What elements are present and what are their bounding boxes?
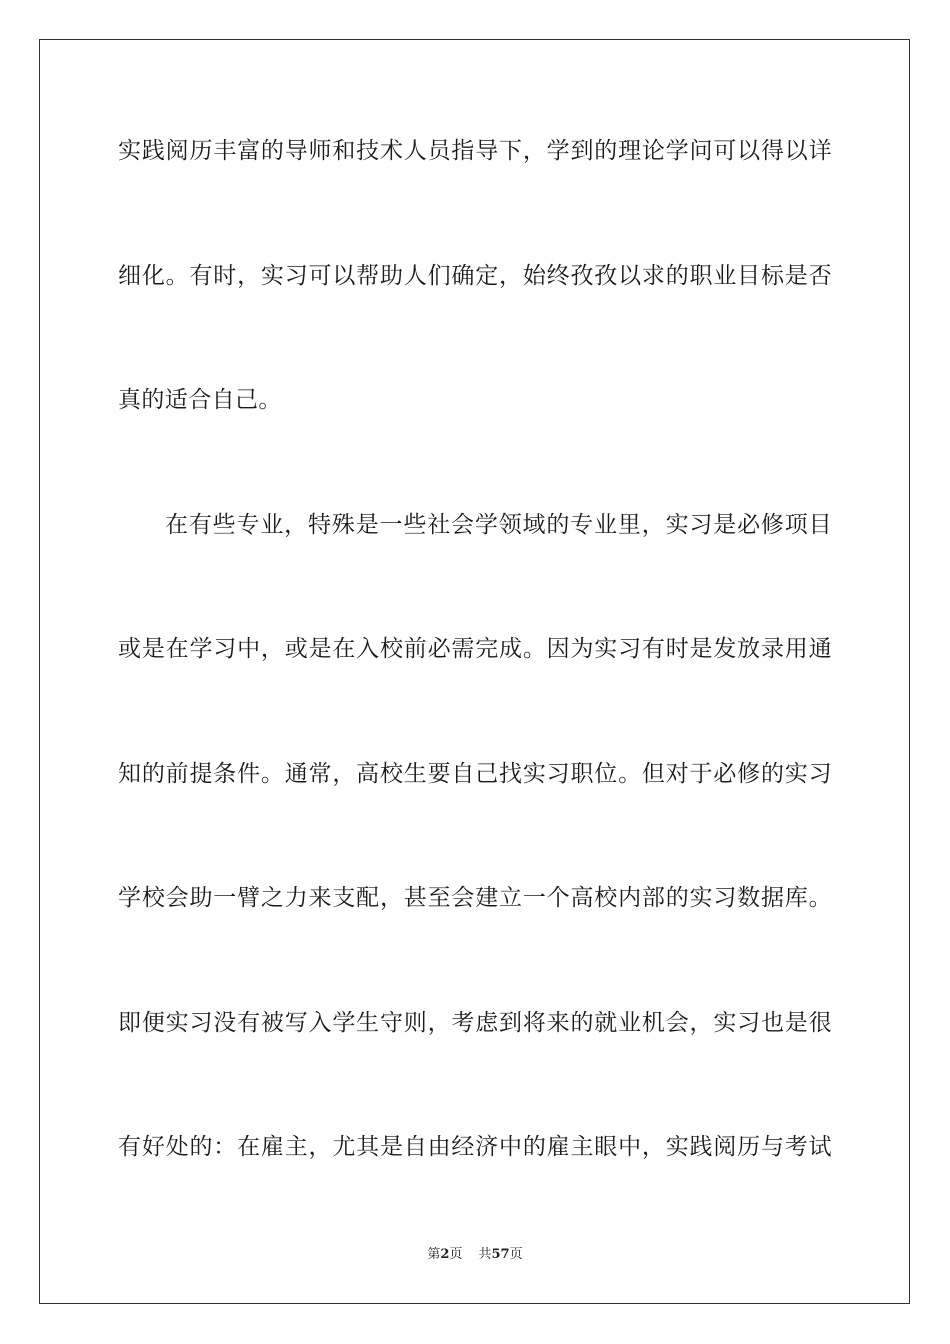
page-number: 2 [440,1247,450,1262]
page-suffix: 页 [449,1247,463,1262]
page-prefix: 第 [427,1247,441,1262]
paragraph-2-line-2: 或是在学习中，或是在入校前必需完成。因为实习有时是发放录用通 [118,636,832,662]
total-prefix: 共 [478,1247,492,1262]
paragraph-2-line-3: 知的前提条件。通常，高校生要自己找实习职位。但对于必修的实习 [118,761,832,787]
paragraph-1-line-3: 真的适合自己。 [118,387,282,413]
paragraph-2-line-5: 即便实习没有被写入学生守则，考虑到将来的就业机会，实习也是很 [118,1010,832,1036]
total-pages: 57 [491,1247,510,1262]
paragraph-2-line-1: 在有些专业，特殊是一些社会学领域的专业里，实习是必修项目 [165,512,832,538]
page-border [39,39,910,1304]
paragraph-2-line-4: 学校会助一臂之力来支配，甚至会建立一个高校内部的实习数据库。 [118,885,832,911]
page-footer [0,1246,950,1264]
paragraph-1-line-1: 实践阅历丰富的导师和技术人员指导下，学到的理论学问可以得以详 [118,138,832,164]
paragraph-2-line-6: 有好处的：在雇主，尤其是自由经济中的雇主眼中，实践阅历与考试 [118,1134,832,1160]
total-suffix: 页 [509,1247,523,1262]
paragraph-1-line-2: 细化。有时，实习可以帮助人们确定，始终孜孜以求的职业目标是否 [118,263,832,289]
